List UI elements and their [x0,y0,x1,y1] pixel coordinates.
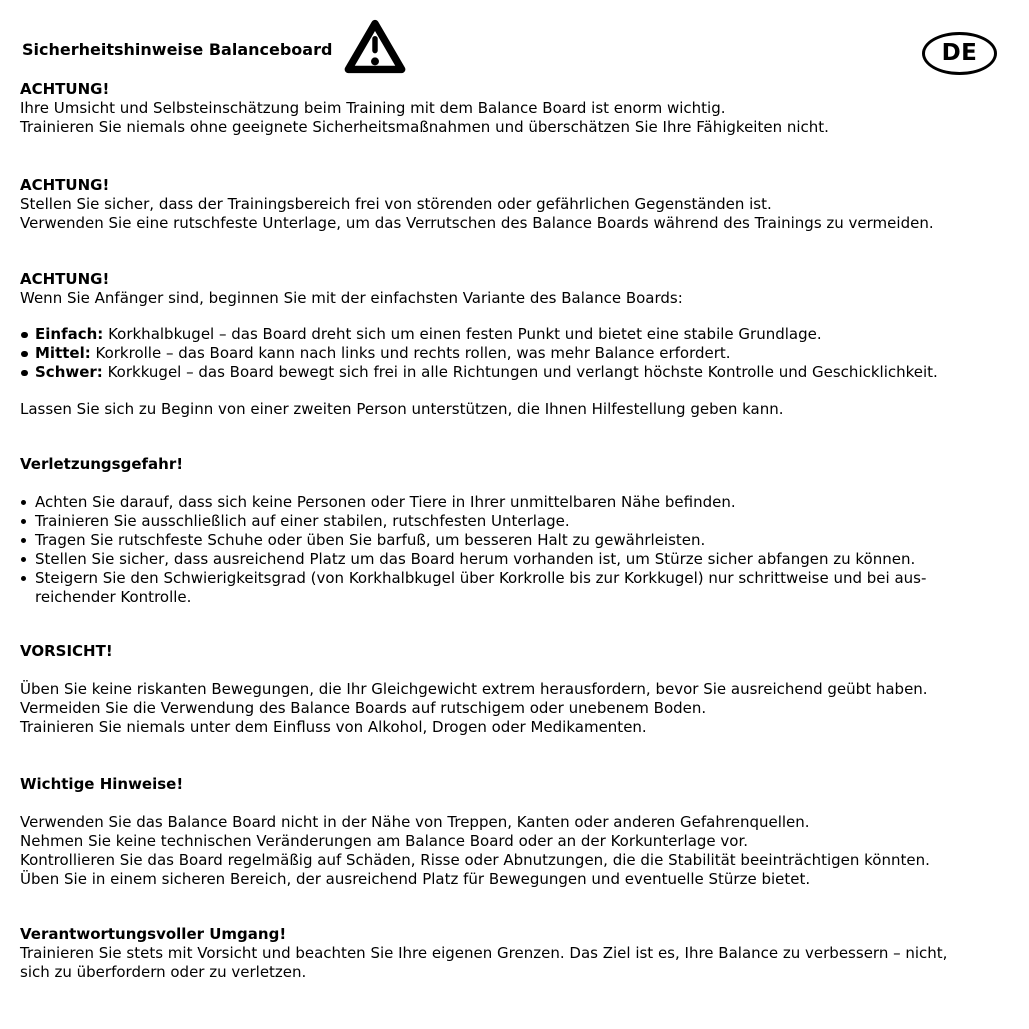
section-warning-beginner [20,270,1012,308]
list-item-text: Tragen Sie rutschfeste Schuhe oder üben Sie barfuß, um besseren Halt zu gewährleisten. [35,531,706,549]
paragraph-line: Wenn Sie Anfänger sind, beginnen Sie mit der einfachsten Variante des Balance Boards: [20,289,683,307]
paragraph-line: Trainieren Sie niemals ohne geeignete Sicherheitsmaßnahmen und überschätzen Sie Ihre Fähigkeiten nicht. [20,118,829,136]
list-item [20,531,1012,550]
bullet-icon [20,363,35,382]
list-item-label: Mittel: [35,344,91,362]
list-item [20,550,1012,569]
paragraph-line: Trainieren Sie stets mit Vorsicht und beachten Sie Ihre eigenen Grenzen. Das Ziel ist es, Ihre Balance zu verbessern – nicht, [20,944,948,962]
injury-risk-list [20,493,1012,607]
section-warning-training-area [20,176,1012,233]
document-header [20,17,1012,75]
section-responsible-use [20,925,1012,982]
section-warning-general [20,80,1012,137]
section-heading: Verantwortungsvoller Umgang! [20,925,287,943]
list-item-label: Schwer: [35,363,103,381]
list-item-text: Achten Sie darauf, dass sich keine Personen oder Tiere in Ihrer unmittelbaren Nähe befinden. [35,493,736,511]
paragraph-line: Lassen Sie sich zu Beginn von einer zweiten Person unterstützen, die Ihnen Hilfestellung geben kann. [20,400,784,418]
page-title: Sicherheitshinweise Balanceboard [22,39,333,59]
bullet-icon [20,531,35,550]
section-heading: ACHTUNG! [20,270,110,288]
list-item [20,493,1012,512]
paragraph-line: sich zu überfordern oder zu verletzen. [20,963,307,981]
section-heading: ACHTUNG! [20,176,110,194]
bullet-icon [20,569,35,607]
paragraph-line: Üben Sie keine riskanten Bewegungen, die Ihr Gleichgewicht extrem herausfordern, bevor Sie ausreichend geübt haben. [20,680,928,698]
bullet-icon [20,550,35,569]
paragraph-line: Stellen Sie sicher, dass der Trainingsbereich frei von störenden oder gefährlichen Gegenständen ist. [20,195,772,213]
list-item [20,569,1012,607]
paragraph-line: Nehmen Sie keine technischen Veränderungen am Balance Board oder an der Korkunterlage vor. [20,832,749,850]
list-item-text: Trainieren Sie ausschließlich auf einer stabilen, rutschfesten Unterlage. [35,512,570,530]
list-item [20,363,1012,382]
difficulty-level-list [20,325,1012,382]
bullet-icon [20,512,35,531]
section-heading: Verletzungsgefahr! [20,455,184,473]
paragraph-line: Kontrollieren Sie das Board regelmäßig auf Schäden, Risse oder Abnutzungen, die die Stabilität beeinträchtigen könnten. [20,851,930,869]
list-item-label: Einfach: [35,325,104,343]
section-caution [20,642,1012,737]
paragraph-line: Verwenden Sie eine rutschfeste Unterlage, um das Verrutschen des Balance Boards während des Trainings zu vermeiden. [20,214,934,232]
bullet-icon [20,344,35,363]
list-item-text: reichender Kontrolle. [35,588,192,606]
language-badge: DE [922,32,997,75]
list-item [20,512,1012,531]
bullet-icon [20,493,35,512]
section-heading: ACHTUNG! [20,80,110,98]
helper-note [20,400,1012,419]
paragraph-line: Ihre Umsicht und Selbsteinschätzung beim Training mit dem Balance Board ist enorm wichtig. [20,99,726,117]
paragraph-line: Üben Sie in einem sicheren Bereich, der ausreichend Platz für Bewegungen und eventuelle Stürze bietet. [20,870,811,888]
list-item-text: Korkhalbkugel – das Board dreht sich um einen festen Punkt und bietet eine stabile Grundlage. [103,325,822,343]
list-item [20,344,1012,363]
list-item-text: Korkkugel – das Board bewegt sich frei in alle Richtungen und verlangt höchste Kontrolle und Geschicklichkeit. [102,363,938,381]
section-injury-risk [20,455,1012,607]
list-item-text: Stellen Sie sicher, dass ausreichend Platz um das Board herum vorhanden ist, um Stürze sicher abfangen zu können. [35,550,916,568]
list-item-text: Steigern Sie den Schwierigkeitsgrad (von Korkhalbkugel über Korkrolle bis zur Korkkugel) nur schrittweise und bei aus- [35,569,927,587]
list-item [20,325,1012,344]
section-important-notes [20,775,1012,889]
section-heading: Wichtige Hinweise! [20,775,184,793]
bullet-icon [20,325,35,344]
warning-triangle-icon [344,18,406,75]
section-heading: VORSICHT! [20,642,113,660]
paragraph-line: Trainieren Sie niemals unter dem Einfluss von Alkohol, Drogen oder Medikamenten. [20,718,647,736]
paragraph-line: Verwenden Sie das Balance Board nicht in der Nähe von Treppen, Kanten oder anderen Gefahrenquellen. [20,813,810,831]
list-item-text: Korkrolle – das Board kann nach links und rechts rollen, was mehr Balance erfordert. [90,344,731,362]
paragraph-line: Vermeiden Sie die Verwendung des Balance Boards auf rutschigem oder unebenem Boden. [20,699,707,717]
